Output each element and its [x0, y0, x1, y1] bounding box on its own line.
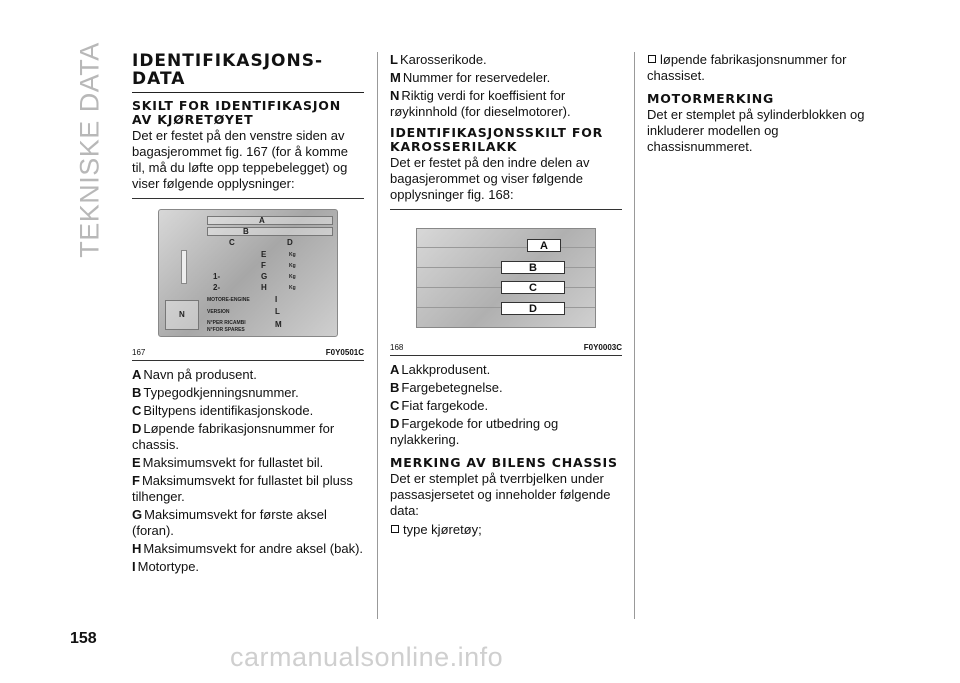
- figure-168: [390, 209, 622, 356]
- list-item: N Riktig verdi for koeffisient for røykinnhold (for dieselmotorer).: [390, 88, 571, 119]
- identification-plate-image: A B C D E Kg F Kg 1- G Kg 2- H Kg MOTORE-ENGINE I VERSION L N°PER RICAMBI N°FOR SPARES M N: [158, 209, 338, 337]
- section-heading: IDENTIFIKASJONSSKILT FOR KAROSSERILAKK: [390, 125, 604, 154]
- list-item: M Nummer for reservedeler.: [390, 70, 551, 85]
- list-item: E Maksimumsvekt for fullastet bil.: [132, 455, 324, 470]
- page-number: 158: [70, 630, 97, 647]
- list-item: A Lakkprodusent.: [390, 362, 491, 377]
- list-item: D Løpende fabrikasjonsnummer for chassis.: [132, 421, 335, 452]
- checkbox-bullet-icon: [648, 55, 656, 63]
- section-heading: MOTORMERKING: [647, 91, 775, 106]
- list-item: D Fargekode for utbedring og nylakkering.: [390, 416, 559, 447]
- section-text: Det er stemplet på sylinderblokken og inkluderer modellen og chassisnummeret.: [647, 107, 865, 154]
- column-1: [132, 52, 364, 577]
- paint-plate-image: A B C D: [416, 228, 596, 328]
- list-item: B Typegodkjenningsnummer.: [132, 385, 299, 400]
- list-item: G Maksimumsvekt for første aksel (foran).: [132, 507, 327, 538]
- list-item: I Motortype.: [132, 559, 200, 574]
- list-item: C Fiat fargekode.: [390, 398, 489, 413]
- column-2: [390, 52, 622, 541]
- column-3: [647, 52, 879, 158]
- watermark: carmanualsonline.info: [230, 642, 504, 672]
- figure-167: [132, 198, 364, 361]
- column-divider: [634, 52, 635, 619]
- page-title: IDENTIFIKASJONS-DATA: [132, 52, 364, 93]
- list-item: H Maksimumsvekt for andre aksel (bak).: [132, 541, 364, 556]
- section-intro: Det er stemplet på tverrbjelken under passasjersetet og inneholder følgende data:: [390, 471, 611, 518]
- chapter-side-title: TEKNISKE DATA: [74, 42, 105, 258]
- section-intro: Det er festet på den venstre siden av bagasjerommet fig. 167 (for å komme til, må du løfte opp teppebelegget) og viser følgende opplysninger:: [132, 128, 349, 191]
- checkbox-bullet-icon: [391, 525, 399, 533]
- figure-caption: 168 F0Y0003C: [390, 343, 622, 352]
- list-item: C Biltypens identifikasjonskode.: [132, 403, 314, 418]
- bullet-item: type kjøretøy;: [390, 522, 622, 538]
- section-intro: Det er festet på den indre delen av bagasjerommet og viser følgende opplysninger fig. 168:: [390, 155, 590, 202]
- figure-caption: 167 F0Y0501C: [132, 348, 364, 357]
- section-heading: SKILT FOR IDENTIFIKASJON AV KJØRETØYET: [132, 98, 341, 127]
- list-item: A Navn på produsent.: [132, 367, 257, 382]
- list-item: F Maksimumsvekt for fullastet bil pluss tilhenger.: [132, 473, 353, 504]
- column-divider: [377, 52, 378, 619]
- bullet-item: løpende fabrikasjonsnummer for chassiset.: [647, 52, 847, 83]
- legend-list: [132, 367, 364, 575]
- list-item: L Karosserikode.: [390, 52, 487, 67]
- list-item: B Fargebetegnelse.: [390, 380, 503, 395]
- section-heading: MERKING AV BILENS CHASSIS: [390, 455, 618, 470]
